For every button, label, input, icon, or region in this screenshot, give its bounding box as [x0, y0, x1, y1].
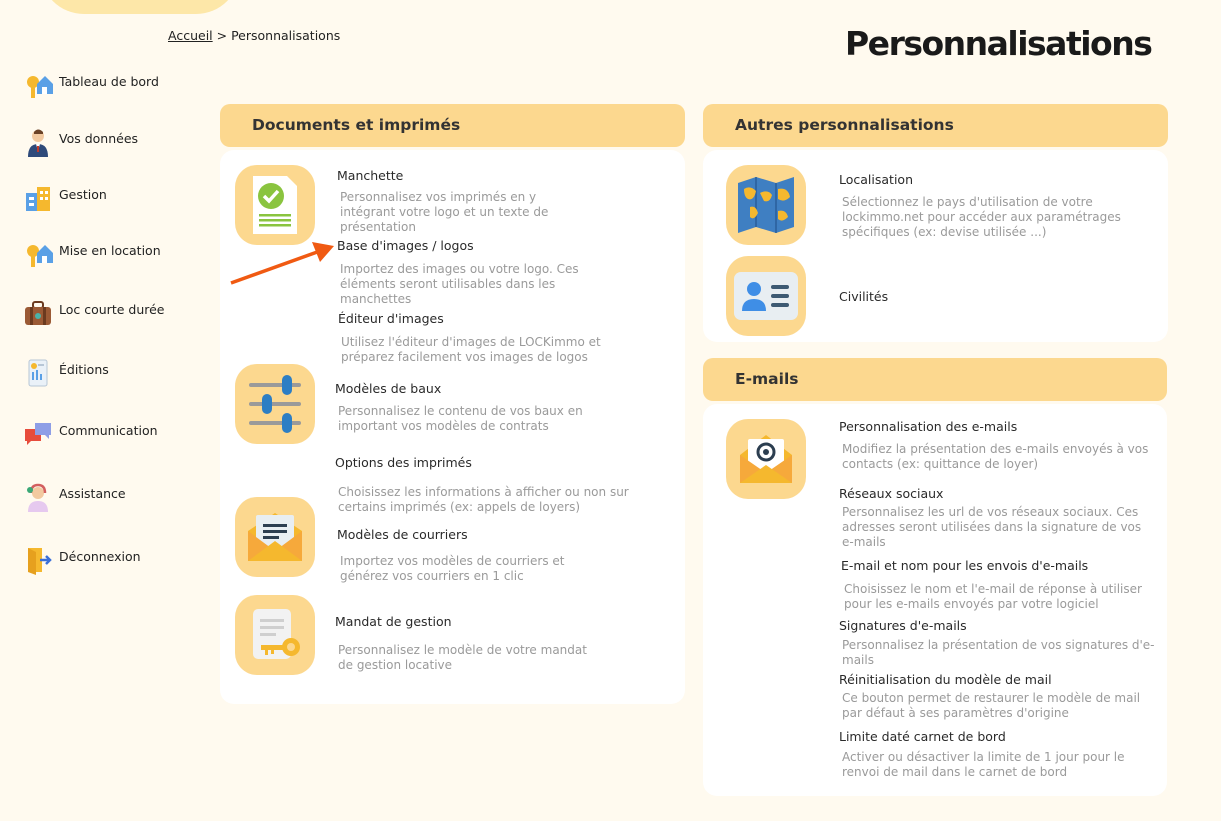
- sidebar-item-label: Gestion: [59, 187, 107, 202]
- base-images-logos-description: Importez des images ou votre logo. Ces éléments seront utilisables dans les manchettes: [340, 262, 579, 306]
- breadcrumb-separator: >: [216, 28, 228, 43]
- email-nom-envois-description: Choisissez le nom et l'e-mail de réponse à utiliser pour les e-mails envoyés par votre logiciel: [844, 582, 1142, 611]
- sidebar-item-label: Loc courte durée: [59, 302, 165, 317]
- signatures-emails-description: Personnalisez la présentation de vos signatures d'e-mails: [842, 638, 1155, 667]
- sidebar-item-label: Tableau de bord: [59, 74, 159, 89]
- autres-section-header: Autres personnalisations: [703, 104, 1168, 147]
- modeles-courriers-link[interactable]: Modèles de courriers: [337, 527, 468, 542]
- arrow-annotation-icon: [228, 238, 340, 288]
- modeles-baux-link[interactable]: Modèles de baux: [335, 381, 442, 396]
- mandat-gestion-tile[interactable]: [235, 595, 315, 675]
- limite-carnet-bord-link[interactable]: Limite daté carnet de bord: [839, 729, 1006, 744]
- sidebar-item-gestion[interactable]: [20, 179, 200, 219]
- sidebar-item-mise-en-location[interactable]: [20, 235, 200, 275]
- reinitialisation-modele-mail-link[interactable]: Réinitialisation du modèle de mail: [839, 672, 1052, 687]
- sidebar-item-assistance[interactable]: [20, 478, 200, 518]
- mandat-gestion-description: Personnalisez le modèle de votre mandat de gestion locative: [338, 643, 587, 672]
- reinitialisation-modele-mail-description: Ce bouton permet de restaurer le modèle de mail par défaut à ses paramètres d'origine: [842, 691, 1141, 720]
- civilites-link[interactable]: Civilités: [839, 289, 889, 304]
- modeles-courriers-tile[interactable]: [235, 497, 315, 577]
- options-imprimes-description: Choisissez les informations à afficher ou non sur certains imprimés (ex: appels de loyers): [338, 485, 629, 514]
- logout-icon: [23, 545, 53, 575]
- support-icon: [23, 482, 53, 512]
- report-icon: [23, 358, 53, 388]
- document-check-icon: [249, 174, 301, 236]
- email-at-icon: [738, 433, 794, 485]
- editeur-images-description: Utilisez l'éditeur d'images de LOCKimmo et préparez facilement vos images de logos: [341, 335, 601, 364]
- dashboard-keys-icon: [23, 70, 53, 100]
- localisation-link[interactable]: Localisation: [839, 172, 913, 187]
- modeles-baux-description: Personnalisez le contenu de vos baux en important vos modèles de contrats: [338, 404, 583, 433]
- emails-section-header: E-mails: [703, 358, 1167, 401]
- manchette-tile[interactable]: [235, 165, 315, 245]
- personnalisation-emails-link[interactable]: Personnalisation des e-mails: [839, 419, 1018, 434]
- breadcrumb-home-link[interactable]: Accueil: [168, 28, 213, 43]
- management-icon: [23, 183, 53, 213]
- sidebar-item-label: Éditions: [59, 362, 109, 377]
- page-title: Personnalisations: [845, 24, 1152, 63]
- documents-section-header: Documents et imprimés: [220, 104, 685, 147]
- personnalisation-emails-tile[interactable]: [726, 419, 806, 499]
- sidebar-item-label: Vos données: [59, 131, 139, 146]
- sidebar-item-label: Assistance: [59, 486, 126, 501]
- world-map-icon: [734, 173, 798, 237]
- sidebar-item-communication[interactable]: [20, 415, 200, 455]
- base-images-logos-link[interactable]: Base d'images / logos: [337, 238, 474, 253]
- editeur-images-link[interactable]: Éditeur d'images: [338, 311, 444, 326]
- modeles-baux-tile[interactable]: [235, 364, 315, 444]
- sidebar-item-tableau-de-bord[interactable]: [20, 66, 200, 106]
- sidebar-item-loc-courte-duree[interactable]: [20, 294, 200, 334]
- reseaux-sociaux-link[interactable]: Réseaux sociaux: [839, 486, 944, 501]
- manchette-description: Personnalisez vos imprimés en y intégrant votre logo et un texte de présentation: [340, 190, 549, 234]
- sliders-icon: [245, 374, 305, 434]
- options-imprimes-link[interactable]: Options des imprimés: [335, 455, 472, 470]
- rental-keys-icon: [23, 239, 53, 269]
- limite-carnet-bord-description: Activer ou désactiver la limite de 1 jour pour le renvoi de mail dans le carnet de bord: [842, 750, 1125, 779]
- sidebar-item-label: Mise en location: [59, 243, 161, 258]
- localisation-description: Sélectionnez le pays d'utilisation de votre lockimmo.net pour accéder aux paramétrages spécifiques (ex: devise utilisée ...): [842, 195, 1121, 239]
- sidebar-item-vos-donnees[interactable]: [20, 123, 200, 163]
- breadcrumb-current: Personnalisations: [231, 28, 341, 43]
- sidebar-item-label: Communication: [59, 423, 158, 438]
- sidebar-item-label: Déconnexion: [59, 549, 141, 564]
- user-icon: [23, 127, 53, 157]
- localisation-tile[interactable]: [726, 165, 806, 245]
- manchette-link[interactable]: Manchette: [337, 168, 404, 183]
- modeles-courriers-description: Importez vos modèles de courriers et générez vos courriers en 1 clic: [340, 554, 565, 583]
- personnalisation-emails-description: Modifiez la présentation des e-mails envoyés à vos contacts (ex: quittance de loyer): [842, 442, 1149, 471]
- breadcrumb: [168, 28, 340, 43]
- mail-letter-icon: [246, 511, 304, 563]
- chat-icon: [23, 419, 53, 449]
- contract-key-icon: [247, 607, 303, 663]
- mandat-gestion-link[interactable]: Mandat de gestion: [335, 614, 452, 629]
- sidebar-item-editions[interactable]: [20, 354, 200, 394]
- civilites-tile[interactable]: [726, 256, 806, 336]
- id-card-icon: [733, 271, 799, 321]
- logo-banner: [40, 0, 240, 14]
- signatures-emails-link[interactable]: Signatures d'e-mails: [839, 618, 967, 633]
- reseaux-sociaux-description: Personnalisez les url de vos réseaux sociaux. Ces adresses seront utilisées dans la signature de vos e-mails: [842, 505, 1142, 549]
- email-nom-envois-link[interactable]: E-mail et nom pour les envois d'e-mails: [841, 558, 1089, 573]
- suitcase-icon: [23, 298, 53, 328]
- sidebar-item-deconnexion[interactable]: [20, 541, 200, 581]
